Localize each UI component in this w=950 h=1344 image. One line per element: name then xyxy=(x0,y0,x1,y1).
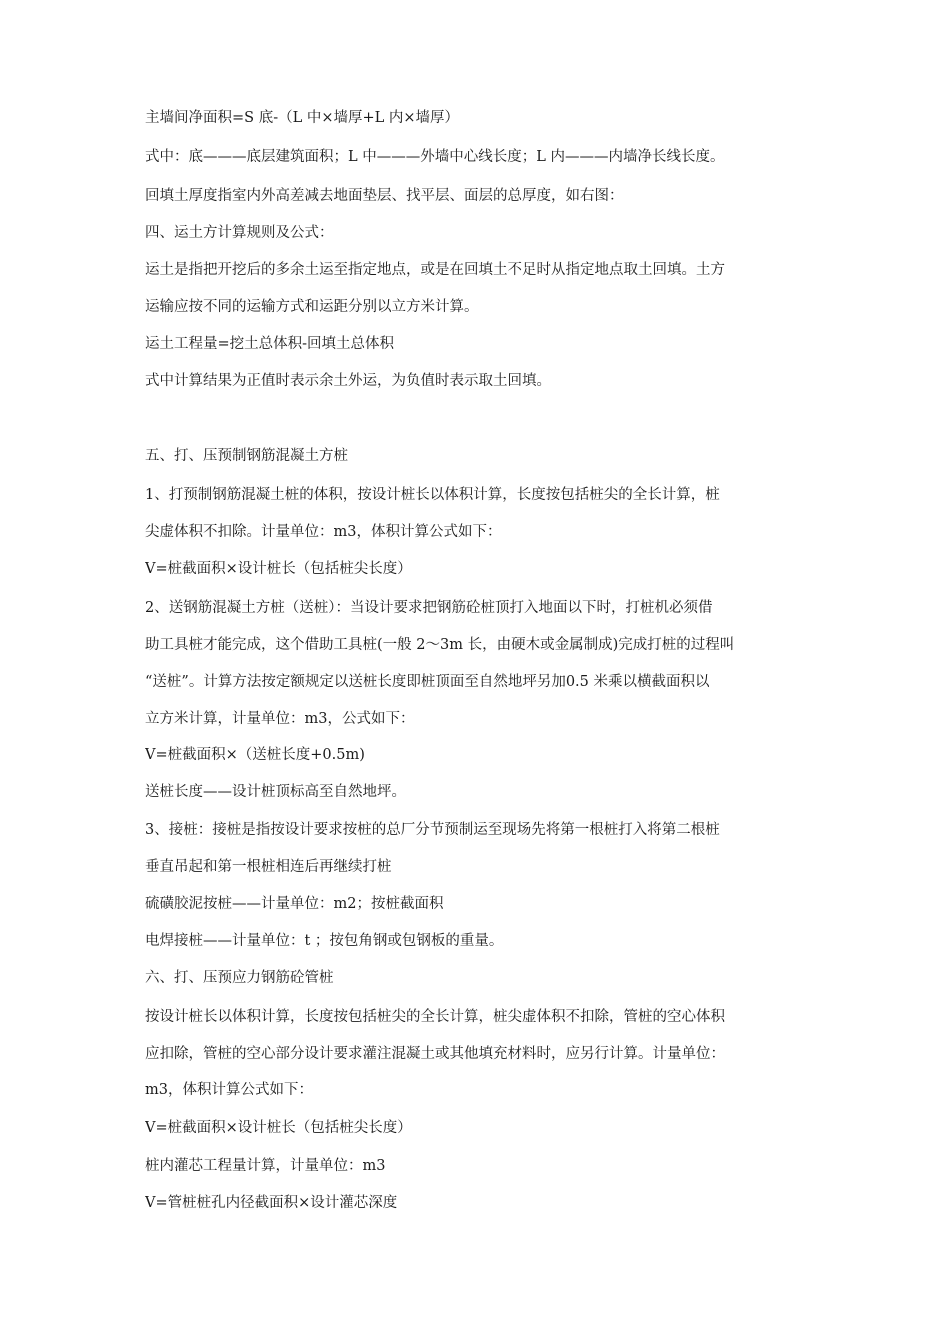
text-line: 硫磺胶泥按桩——计量单位：m2；按桩截面积 xyxy=(145,896,444,912)
text-line: “送桩”。计算方法按定额规定以送桩长度即桩顶面至自然地坪另加0.5 米乘以横截面积以 xyxy=(145,674,710,690)
section-heading: 五、打、压预制钢筋混凝土方桩 xyxy=(145,448,348,464)
text-line: 立方米计算，计量单位：m3，公式如下： xyxy=(145,711,415,727)
formula-line: V=桩截面积×（送桩长度+0.5m) xyxy=(145,747,365,763)
text-line: 运输应按不同的运输方式和运距分别以立方米计算。 xyxy=(145,299,479,315)
text-line: 主墙间净面积=S 底-（L 中×墙厚+L 内×墙厚） xyxy=(145,110,460,126)
text-line: m3，体积计算公式如下： xyxy=(145,1082,313,1098)
formula-line: 运土工程量=挖土总体积-回填土总体积 xyxy=(145,336,395,352)
text-line: 助工具桩才能完成，这个借助工具桩(一般 2～3m 长，由硬木或金属制成)完成打桩的过程叫 xyxy=(145,637,735,653)
text-line: 垂直吊起和第一根桩相连后再继续打桩 xyxy=(145,859,392,875)
text-line: 3、接桩：接桩是指按设计要求按桩的总厂分节预制运至现场先将第一根桩打入将第二根桩 xyxy=(145,822,720,838)
formula-line: V=管桩桩孔内径截面积×设计灌芯深度 xyxy=(145,1195,398,1211)
section-heading: 四、运土方计算规则及公式： xyxy=(145,225,334,241)
formula-line: V=桩截面积×设计桩长（包括桩尖长度） xyxy=(145,1120,412,1136)
text-line: 回填土厚度指室内外高差减去地面垫层、找平层、面层的总厚度，如右图： xyxy=(145,188,624,204)
text-line: 送桩长度——设计桩顶标高至自然地坪。 xyxy=(145,784,406,800)
section-heading: 六、打、压预应力钢筋砼管桩 xyxy=(145,970,334,986)
text-line: 应扣除，管桩的空心部分设计要求灌注混凝土或其他填充材料时，应另行计算。计量单位： xyxy=(145,1046,725,1062)
text-line: 2、送钢筋混凝土方桩（送桩）：当设计要求把钢筋砼桩顶打入地面以下时，打桩机必须借 xyxy=(145,600,713,616)
text-line: 式中：底———底层建筑面积；L 中———外墙中心线长度；L 内———内墙净长线长度。 xyxy=(145,149,725,165)
text-line: 1、打预制钢筋混凝土桩的体积，按设计桩长以体积计算，长度按包括桩尖的全长计算，桩 xyxy=(145,487,720,503)
text-line: 按设计桩长以体积计算，长度按包括桩尖的全长计算，桩尖虚体积不扣除，管桩的空心体积 xyxy=(145,1009,725,1025)
text-line: 桩内灌芯工程量计算，计量单位：m3 xyxy=(145,1158,386,1174)
text-line: 运土是指把开挖后的多余土运至指定地点，或是在回填土不足时从指定地点取土回填。土方 xyxy=(145,262,725,278)
text-line: 电焊接桩——计量单位：t ；按包角钢或包钢板的重量。 xyxy=(145,933,504,949)
formula-line: V=桩截面积×设计桩长（包括桩尖长度） xyxy=(145,561,412,577)
text-line: 尖虚体积不扣除。计量单位：m3，体积计算公式如下： xyxy=(145,524,502,540)
text-line: 式中计算结果为正值时表示余土外运，为负值时表示取土回填。 xyxy=(145,373,551,389)
